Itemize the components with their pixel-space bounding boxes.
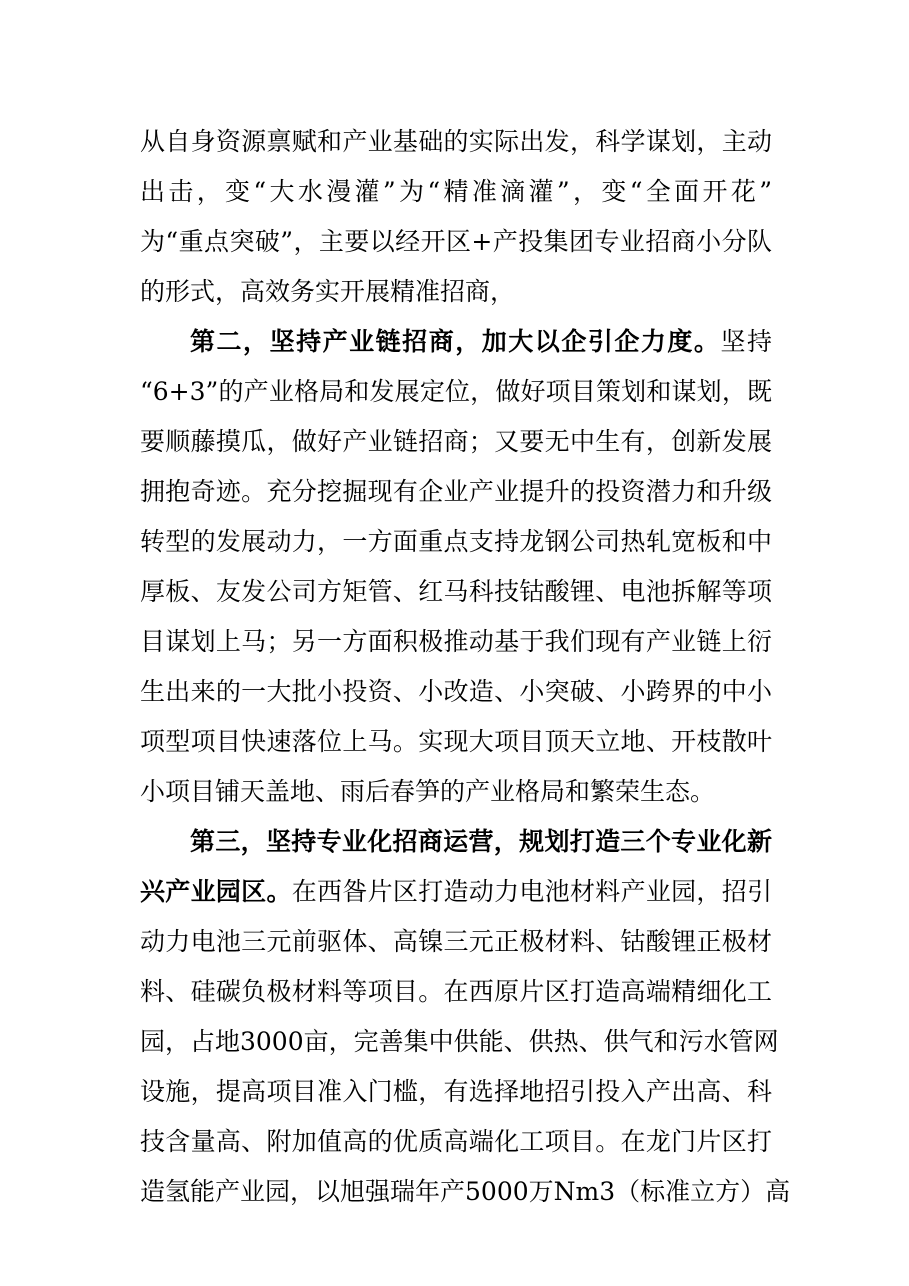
line-text: 造氢能产业园，以旭强瑞年产5000万Nm3（标准立方）高 [140, 1177, 791, 1206]
text-line [140, 168, 772, 216]
paragraph-heading-line [190, 318, 772, 366]
text-line [140, 1018, 779, 1066]
line-text: 小项目铺天盖地、雨后春笋的产业格局和繁荣生态。 [140, 777, 716, 806]
text-line [140, 468, 772, 516]
text-line [140, 968, 772, 1016]
text-line [140, 118, 772, 166]
line-text: 技含量高、附加值高的优质高端化工项目。在龙门片区打 [140, 1127, 772, 1156]
line-text: 在西昝片区打造动力电池材料产业园，招引 [291, 877, 772, 906]
paragraph-heading: 兴产业园区。 [140, 877, 292, 906]
paragraph-heading-line [190, 818, 772, 866]
line-text: 出击，变“大水漫灌”为“精准滴灌”，变“全面开花” [140, 177, 772, 206]
paragraph-heading: 第二，坚持产业链招商，加大以企引企力度。 [190, 327, 721, 356]
text-line [140, 218, 772, 266]
line-text: 坚持 [720, 327, 772, 356]
text-line [140, 1118, 772, 1166]
line-text: 目谋划上马；另一方面积极推动基于我们现有产业链上衍 [140, 627, 772, 656]
text-line [140, 368, 772, 416]
text-line [140, 918, 772, 966]
line-text: 园，占地3000亩，完善集中供能、供热、供气和污水管网 [140, 1027, 779, 1056]
line-text: 的形式，高效务实开展精准招商， [140, 277, 516, 306]
text-line [140, 1168, 791, 1216]
paragraph-heading: 第三，坚持专业化招商运营，规划打造三个专业化新 [190, 827, 772, 856]
line-text: 拥抱奇迹。充分挖掘现有企业产业提升的投资潜力和升级 [140, 477, 772, 506]
text-line [140, 518, 772, 566]
text-line [140, 868, 772, 916]
line-text: 从自身资源禀赋和产业基础的实际出发，科学谋划，主动 [140, 127, 772, 156]
text-line [140, 718, 772, 766]
text-line [140, 418, 772, 466]
line-text: 设施，提高项目准入门槛，有选择地招引投入产出高、科 [140, 1077, 772, 1106]
line-text: 为“重点突破”，主要以经开区+产投集团专业招商小分队 [140, 227, 772, 256]
line-text: 动力电池三元前驱体、高镍三元正极材料、钴酸锂正极材 [140, 927, 772, 956]
line-text: 厚板、友发公司方矩管、红马科技钴酸锂、电池拆解等项 [140, 577, 772, 606]
text-line [140, 568, 772, 616]
line-text: 生出来的一大批小投资、小改造、小突破、小跨界的中小 [140, 677, 772, 706]
line-text: 项型项目快速落位上马。实现大项目顶天立地、开枝散叶 [140, 727, 772, 756]
line-text: 转型的发展动力，一方面重点支持龙钢公司热轧宽板和中 [140, 527, 772, 556]
text-line [140, 618, 772, 666]
text-line [140, 668, 772, 716]
text-line [140, 1068, 772, 1116]
text-line [140, 268, 772, 316]
line-text: 要顺藤摸瓜，做好产业链招商；又要无中生有，创新发展 [140, 427, 772, 456]
text-line [140, 768, 772, 816]
line-text: “6+3”的产业格局和发展定位，做好项目策划和谋划，既 [140, 377, 772, 406]
line-text: 料、硅碳负极材料等项目。在西原片区打造高端精细化工 [140, 977, 772, 1006]
